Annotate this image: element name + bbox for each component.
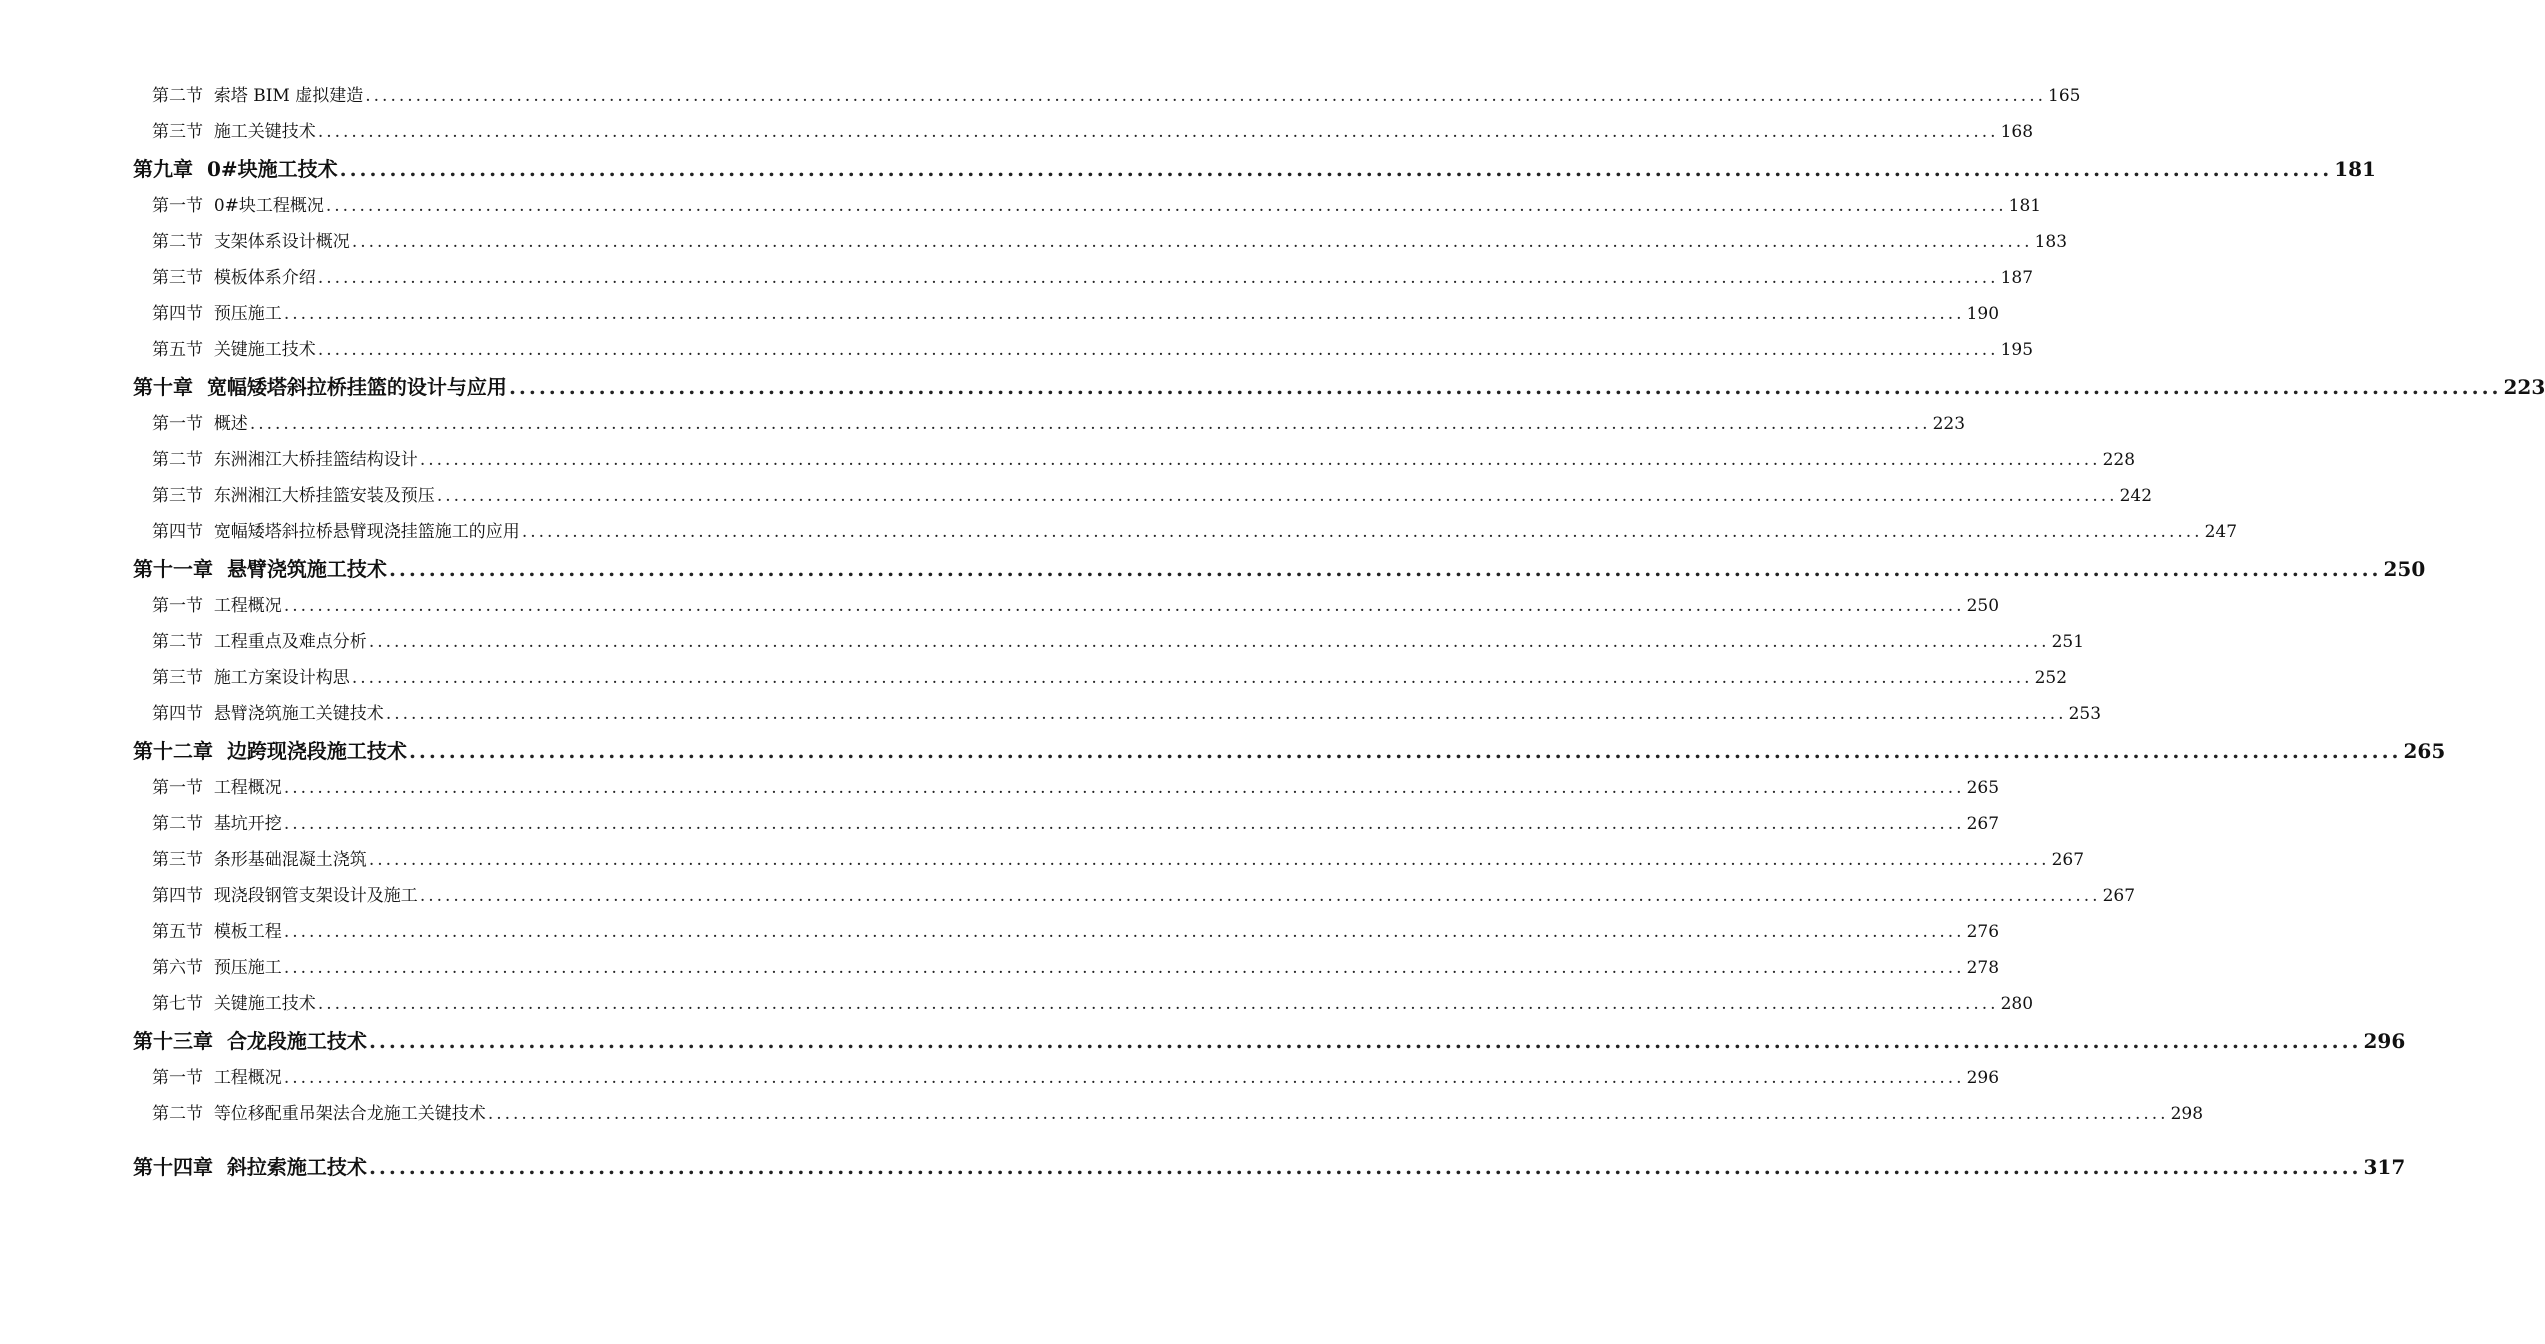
toc-entry-number: 第一节 [152,414,203,434]
toc-section-entry[interactable] [133,696,2102,732]
toc-entry-title: 关键施工技术 [213,994,316,1014]
toc-entry-number: 第一节 [152,596,203,616]
toc-section-entry[interactable] [133,78,2081,114]
toc-section-entry[interactable] [133,188,2042,224]
toc-page-number: 250 [2383,557,2426,581]
toc-page-number: 223 [2503,375,2545,399]
toc-chapter-entry[interactable] [133,150,2376,188]
toc-page-number: 187 [2000,268,2034,288]
toc-entry-label [133,732,407,770]
toc-entry-number: 第七节 [152,994,203,1014]
toc-page-number: 317 [2363,1155,2406,1179]
toc-entry-label [152,224,350,260]
toc-chapter-entry[interactable] [133,1022,2406,1060]
toc-entry-label [133,150,338,188]
dot-leader: ........................................................................................................................................................................................................ [317,268,1999,288]
toc-page-number: 265 [1966,778,2000,798]
dot-leader: ........................................................................................................................................................................................................ [436,486,2118,506]
toc-entry-label [152,950,282,986]
toc-section-entry[interactable] [133,950,2000,986]
toc-chapter-entry[interactable] [133,368,2545,406]
dot-leader: ........................................................................................................................................................................................................ [521,522,2203,542]
toc-page-number: 252 [2034,668,2068,688]
toc-entry-title: 模板工程 [213,922,282,942]
toc-entry-title: 概述 [213,414,248,434]
toc-page-number: 181 [2008,196,2042,216]
toc-entry-title: 关键施工技术 [213,340,316,360]
toc-section-entry[interactable] [133,332,2034,368]
toc-chapter-entry[interactable] [133,1148,2406,1186]
toc-entry-label [152,914,282,950]
dot-leader: ........................................................................................................................................................................................................ [419,886,2101,906]
toc-entry-title: 合龙段施工技术 [226,1029,367,1053]
toc-entry-number: 第三节 [152,668,203,688]
toc-page-number: 298 [2170,1104,2204,1124]
toc-entry-number: 第二节 [152,86,203,106]
toc-entry-number: 第一节 [152,1068,203,1088]
toc-section-entry[interactable] [133,224,2068,260]
toc-page-number: 278 [1966,958,2000,978]
toc-entry-title: 工程重点及难点分析 [213,632,367,652]
toc-page-number: 228 [2102,450,2136,470]
toc-entry-label [133,1148,367,1186]
toc-entry-number: 第六节 [152,958,203,978]
toc-entry-number: 第三节 [152,268,203,288]
toc-section-entry[interactable] [133,842,2085,878]
toc-entry-label [133,550,387,588]
table-of-contents [133,78,2545,1186]
toc-page-number: 190 [1966,304,2000,324]
toc-entry-label [152,260,316,296]
toc-section-entry[interactable] [133,986,2034,1022]
toc-section-entry[interactable] [133,514,2238,550]
toc-entry-number: 第十章 [133,375,193,399]
toc-page-number: 168 [2000,122,2034,142]
toc-entry-number: 第十二章 [133,739,213,763]
toc-entry-title: 模板体系介绍 [213,268,316,288]
toc-entry-title: 施工方案设计构思 [213,668,350,688]
toc-section-entry[interactable] [133,624,2085,660]
toc-entry-label [152,188,324,224]
toc-section-entry[interactable] [133,442,2136,478]
toc-entry-label [152,770,282,806]
toc-page-number: 276 [1966,922,2000,942]
dot-leader: ........................................................................................................................................................................................................ [283,304,1965,324]
toc-entry-label [152,588,282,624]
toc-section-entry[interactable] [133,114,2034,150]
toc-entry-title: 宽幅矮塔斜拉桥悬臂现浇挂篮施工的应用 [213,522,520,542]
toc-entry-title: 悬臂浇筑施工关键技术 [213,704,384,724]
dot-leader: ........................................................................................................................................................................................................ [388,557,2382,581]
toc-entry-number: 第十三章 [133,1029,213,1053]
dot-leader: ........................................................................................................................................................................................................ [283,1068,1965,1088]
toc-entry-label [152,806,282,842]
toc-entry-title: 东洲湘江大桥挂篮结构设计 [213,450,418,470]
toc-entry-title: 工程概况 [213,596,282,616]
dot-leader: ........................................................................................................................................................................................................ [317,994,1999,1014]
toc-entry-number: 第二节 [152,1104,203,1124]
toc-entry-number: 第十一章 [133,557,213,581]
toc-entry-title: 0#块工程概况 [213,196,324,216]
dot-leader: ........................................................................................................................................................................................................ [351,668,2033,688]
toc-entry-title: 东洲湘江大桥挂篮安装及预压 [213,486,435,506]
toc-entry-label [152,696,384,732]
toc-entry-label [152,442,418,478]
toc-entry-label [152,1096,486,1132]
toc-page-number: 253 [2068,704,2102,724]
toc-page-number: 265 [2403,739,2446,763]
toc-entry-label [152,1060,282,1096]
toc-page-number: 280 [2000,994,2034,1014]
toc-entry-number: 第一节 [152,196,203,216]
toc-entry-label [152,78,363,114]
toc-entry-title: 等位移配重吊架法合龙施工关键技术 [213,1104,486,1124]
dot-leader: ........................................................................................................................................................................................................ [283,922,1965,942]
dot-leader: ........................................................................................................................................................................................................ [365,86,2047,106]
toc-page-number: 223 [1932,414,1966,434]
toc-entry-number: 第四节 [152,304,203,324]
toc-entry-label [152,296,282,332]
toc-entry-title: 现浇段钢管支架设计及施工 [213,886,418,906]
dot-leader: ........................................................................................................................................................................................................ [419,450,2101,470]
toc-section-entry[interactable] [133,260,2034,296]
toc-entry-number: 第四节 [152,886,203,906]
toc-section-entry[interactable] [133,806,2000,842]
toc-entry-title: 条形基础混凝土浇筑 [213,850,367,870]
toc-entry-number: 第五节 [152,340,203,360]
toc-entry-label [152,114,316,150]
dot-leader: ........................................................................................................................................................................................................ [317,340,1999,360]
toc-entry-title: 基坑开挖 [213,814,282,834]
toc-entry-title: 施工关键技术 [213,122,316,142]
dot-leader: ........................................................................................................................................................................................................ [325,196,2007,216]
toc-entry-label [152,986,316,1022]
dot-leader: ........................................................................................................................................................................................................ [368,1155,2362,1179]
toc-section-entry[interactable] [133,478,2153,514]
toc-entry-label [152,878,418,914]
toc-section-entry[interactable] [133,1060,2000,1096]
dot-leader: ........................................................................................................................................................................................................ [487,1104,2169,1124]
toc-entry-number: 第二节 [152,232,203,252]
toc-entry-title: 索塔 BIM 虚拟建造 [213,86,364,106]
toc-entry-number: 第四节 [152,704,203,724]
toc-entry-title: 斜拉索施工技术 [226,1155,367,1179]
dot-leader: ........................................................................................................................................................................................................ [283,778,1965,798]
toc-section-entry[interactable] [133,588,2000,624]
dot-leader: ........................................................................................................................................................................................................ [283,958,1965,978]
toc-entry-title: 工程概况 [213,778,282,798]
toc-entry-label [152,478,435,514]
toc-section-entry[interactable] [133,1096,2204,1132]
toc-chapter-entry[interactable] [133,732,2446,770]
dot-leader: ........................................................................................................................................................................................................ [508,375,2502,399]
toc-entry-number: 第三节 [152,486,203,506]
toc-entry-number: 第三节 [152,850,203,870]
toc-entry-label [133,1022,367,1060]
toc-page-number: 247 [2204,522,2238,542]
toc-section-entry[interactable] [133,914,2000,950]
toc-entry-title: 0#块施工技术 [206,157,338,181]
toc-entry-number: 第一节 [152,778,203,798]
toc-entry-number: 第二节 [152,814,203,834]
toc-page-number: 267 [2051,850,2085,870]
toc-entry-title: 边跨现浇段施工技术 [226,739,407,763]
toc-page-number: 195 [2000,340,2034,360]
toc-entry-number: 第九章 [133,157,193,181]
dot-leader: ........................................................................................................................................................................................................ [385,704,2067,724]
toc-entry-number: 第二节 [152,450,203,470]
toc-entry-label [152,406,248,442]
toc-entry-number: 第四节 [152,522,203,542]
dot-leader: ........................................................................................................................................................................................................ [368,1029,2362,1053]
toc-page-number: 296 [2363,1029,2406,1053]
toc-page-number: 165 [2048,86,2081,106]
dot-leader: ........................................................................................................................................................................................................ [408,739,2402,763]
toc-entry-label [152,842,367,878]
dot-leader: ........................................................................................................................................................................................................ [317,122,1999,142]
dot-leader: ........................................................................................................................................................................................................ [368,850,2050,870]
toc-section-entry[interactable] [133,406,1966,442]
dot-leader: ........................................................................................................................................................................................................ [351,232,2033,252]
toc-entry-label [133,368,507,406]
toc-entry-title: 预压施工 [213,958,282,978]
toc-page-number: 183 [2034,232,2068,252]
toc-page-number: 296 [1966,1068,2000,1088]
toc-entry-number: 第二节 [152,632,203,652]
toc-page-number: 250 [1966,596,2000,616]
toc-entry-label [152,624,367,660]
dot-leader: ........................................................................................................................................................................................................ [283,596,1965,616]
toc-entry-label [152,514,520,550]
toc-entry-label [152,332,316,368]
dot-leader: ........................................................................................................................................................................................................ [283,814,1965,834]
toc-entry-title: 预压施工 [213,304,282,324]
toc-section-entry[interactable] [133,660,2068,696]
toc-entry-title: 工程概况 [213,1068,282,1088]
dot-leader: ........................................................................................................................................................................................................ [368,632,2050,652]
toc-entry-label [152,660,350,696]
dot-leader: ........................................................................................................................................................................................................ [339,157,2333,181]
toc-page-number: 251 [2051,632,2085,652]
toc-page-number: 267 [2102,886,2136,906]
toc-entry-title: 宽幅矮塔斜拉桥挂篮的设计与应用 [206,375,507,399]
toc-section-entry[interactable] [133,296,2000,332]
toc-entry-number: 第十四章 [133,1155,213,1179]
toc-section-entry[interactable] [133,878,2136,914]
toc-section-entry[interactable] [133,770,2000,806]
toc-entry-number: 第五节 [152,922,203,942]
dot-leader: ........................................................................................................................................................................................................ [249,414,1931,434]
toc-entry-number: 第三节 [152,122,203,142]
toc-page-number: 242 [2119,486,2153,506]
toc-entry-title: 悬臂浇筑施工技术 [226,557,387,581]
toc-page-number: 267 [1966,814,2000,834]
toc-page-number: 181 [2334,157,2376,181]
toc-chapter-entry[interactable] [133,550,2426,588]
toc-entry-title: 支架体系设计概况 [213,232,350,252]
